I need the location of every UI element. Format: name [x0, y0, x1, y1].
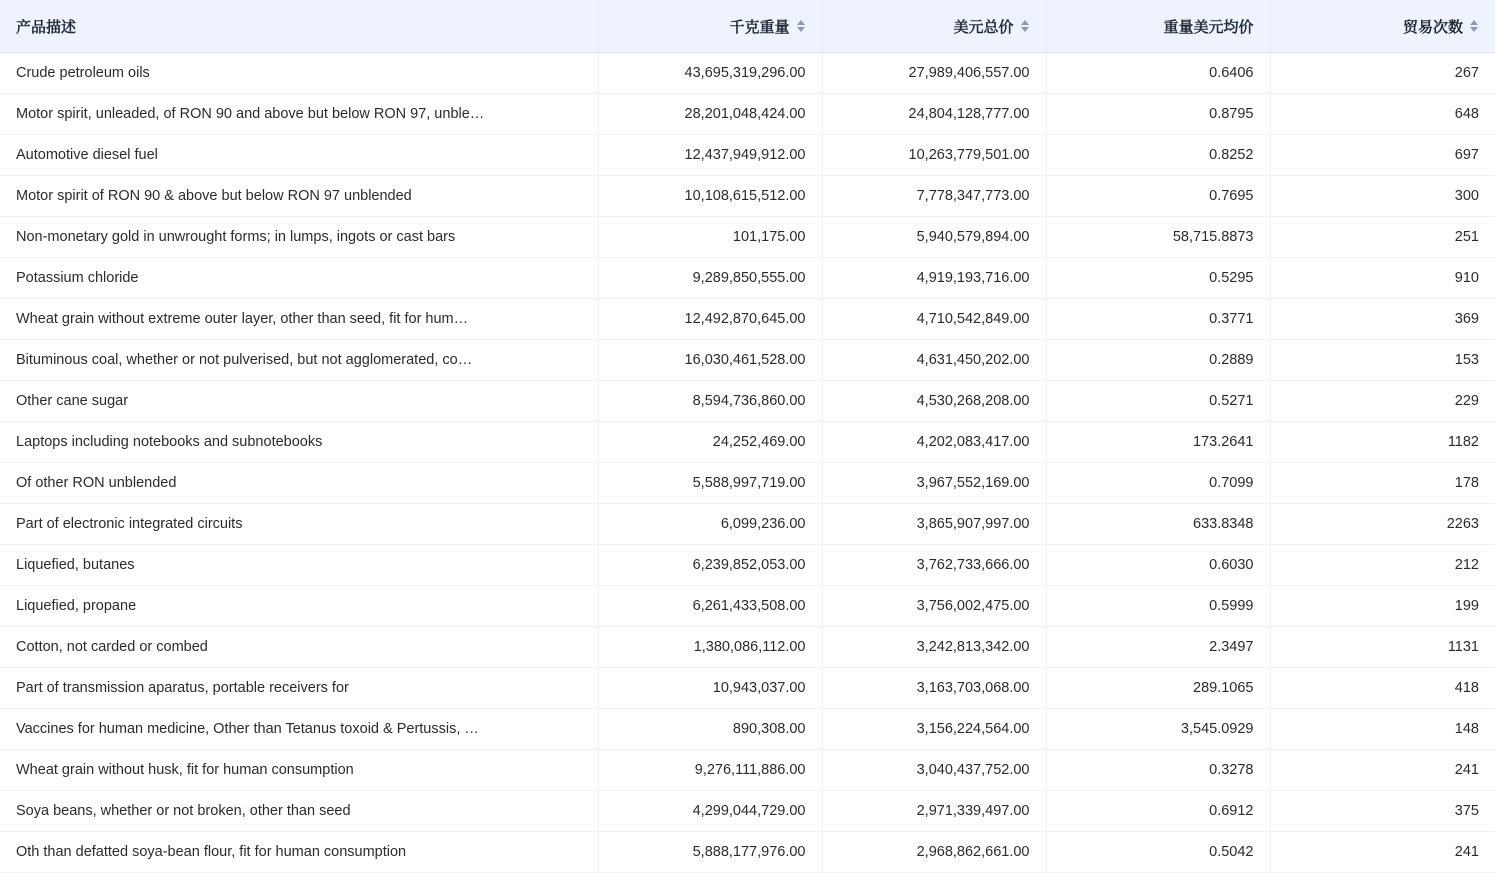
cell-weight-kg: 6,239,852,053.00 [598, 545, 822, 586]
cell-trade-count: 199 [1270, 586, 1495, 627]
table-row[interactable] [0, 422, 1495, 463]
cell-avg-usd-per-weight: 0.5295 [1046, 258, 1270, 299]
cell-trade-count: 418 [1270, 668, 1495, 709]
column-header-label: 美元总价 [953, 18, 1014, 36]
cell-product-description: Crude petroleum oils [0, 53, 598, 94]
cell-avg-usd-per-weight: 3,545.0929 [1046, 709, 1270, 750]
cell-trade-count: 369 [1270, 299, 1495, 340]
cell-product-description: Cotton, not carded or combed [0, 627, 598, 668]
cell-total-usd: 7,778,347,773.00 [822, 176, 1046, 217]
cell-trade-count: 300 [1270, 176, 1495, 217]
cell-weight-kg: 101,175.00 [598, 217, 822, 258]
cell-trade-count: 697 [1270, 135, 1495, 176]
cell-weight-kg: 43,695,319,296.00 [598, 53, 822, 94]
cell-avg-usd-per-weight: 0.8252 [1046, 135, 1270, 176]
cell-avg-usd-per-weight: 633.8348 [1046, 504, 1270, 545]
cell-trade-count: 2263 [1270, 504, 1495, 545]
cell-weight-kg: 5,888,177,976.00 [598, 832, 822, 873]
cell-total-usd: 5,940,579,894.00 [822, 217, 1046, 258]
cell-trade-count: 375 [1270, 791, 1495, 832]
cell-avg-usd-per-weight: 0.6912 [1046, 791, 1270, 832]
cell-weight-kg: 10,943,037.00 [598, 668, 822, 709]
table-row[interactable] [0, 545, 1495, 586]
cell-product-description: Wheat grain without husk, fit for human consumption [0, 750, 598, 791]
cell-total-usd: 3,242,813,342.00 [822, 627, 1046, 668]
cell-trade-count: 1182 [1270, 422, 1495, 463]
cell-product-description: Motor spirit of RON 90 & above but below RON 97 unblended [0, 176, 598, 217]
table-row[interactable] [0, 586, 1495, 627]
cell-total-usd: 4,631,450,202.00 [822, 340, 1046, 381]
table-row[interactable] [0, 381, 1495, 422]
cell-total-usd: 3,762,733,666.00 [822, 545, 1046, 586]
cell-avg-usd-per-weight: 0.2889 [1046, 340, 1270, 381]
cell-weight-kg: 6,261,433,508.00 [598, 586, 822, 627]
cell-weight-kg: 12,492,870,645.00 [598, 299, 822, 340]
cell-avg-usd-per-weight: 0.5999 [1046, 586, 1270, 627]
table-row[interactable] [0, 217, 1495, 258]
table-row[interactable] [0, 299, 1495, 340]
cell-trade-count: 148 [1270, 709, 1495, 750]
cell-total-usd: 3,163,703,068.00 [822, 668, 1046, 709]
cell-product-description: Soya beans, whether or not broken, other than seed [0, 791, 598, 832]
table-row[interactable] [0, 504, 1495, 545]
column-header-label: 千克重量 [729, 18, 790, 36]
cell-total-usd: 10,263,779,501.00 [822, 135, 1046, 176]
cell-total-usd: 3,040,437,752.00 [822, 750, 1046, 791]
column-header-label: 贸易次数 [1402, 18, 1463, 36]
cell-total-usd: 3,756,002,475.00 [822, 586, 1046, 627]
cell-trade-count: 241 [1270, 750, 1495, 791]
cell-weight-kg: 9,276,111,886.00 [598, 750, 822, 791]
table-row[interactable] [0, 135, 1495, 176]
cell-avg-usd-per-weight: 173.2641 [1046, 422, 1270, 463]
cell-total-usd: 2,971,339,497.00 [822, 791, 1046, 832]
cell-total-usd: 3,967,552,169.00 [822, 463, 1046, 504]
cell-product-description: Other cane sugar [0, 381, 598, 422]
table-row[interactable] [0, 709, 1495, 750]
cell-trade-count: 229 [1270, 381, 1495, 422]
cell-weight-kg: 9,289,850,555.00 [598, 258, 822, 299]
cell-avg-usd-per-weight: 0.3771 [1046, 299, 1270, 340]
cell-product-description: Oth than defatted soya-bean flour, fit for human consumption [0, 832, 598, 873]
table-body [0, 53, 1495, 873]
column-header-product-description[interactable] [0, 0, 598, 53]
cell-product-description: Motor spirit, unleaded, of RON 90 and above but below RON 97, unble… [0, 94, 598, 135]
cell-product-description: Part of electronic integrated circuits [0, 504, 598, 545]
cell-avg-usd-per-weight: 0.8795 [1046, 94, 1270, 135]
cell-avg-usd-per-weight: 289.1065 [1046, 668, 1270, 709]
table-row[interactable] [0, 627, 1495, 668]
cell-product-description: Wheat grain without extreme outer layer, other than seed, fit for hum… [0, 299, 598, 340]
table-row[interactable] [0, 340, 1495, 381]
cell-product-description: Potassium chloride [0, 258, 598, 299]
cell-trade-count: 648 [1270, 94, 1495, 135]
cell-avg-usd-per-weight: 2.3497 [1046, 627, 1270, 668]
cell-avg-usd-per-weight: 58,715.8873 [1046, 217, 1270, 258]
cell-total-usd: 4,710,542,849.00 [822, 299, 1046, 340]
cell-avg-usd-per-weight: 0.5271 [1046, 381, 1270, 422]
table-row[interactable] [0, 832, 1495, 873]
cell-weight-kg: 890,308.00 [598, 709, 822, 750]
cell-total-usd: 3,865,907,997.00 [822, 504, 1046, 545]
cell-trade-count: 251 [1270, 217, 1495, 258]
table-row[interactable] [0, 258, 1495, 299]
cell-avg-usd-per-weight: 0.6406 [1046, 53, 1270, 94]
table-row[interactable] [0, 176, 1495, 217]
cell-weight-kg: 16,030,461,528.00 [598, 340, 822, 381]
cell-weight-kg: 1,380,086,112.00 [598, 627, 822, 668]
cell-product-description: Of other RON unblended [0, 463, 598, 504]
cell-trade-count: 910 [1270, 258, 1495, 299]
cell-avg-usd-per-weight: 0.7099 [1046, 463, 1270, 504]
cell-total-usd: 27,989,406,557.00 [822, 53, 1046, 94]
cell-product-description: Liquefied, butanes [0, 545, 598, 586]
cell-product-description: Laptops including notebooks and subnotebooks [0, 422, 598, 463]
cell-weight-kg: 10,108,615,512.00 [598, 176, 822, 217]
column-header-label: 产品描述 [16, 18, 77, 36]
cell-avg-usd-per-weight: 0.6030 [1046, 545, 1270, 586]
cell-trade-count: 1131 [1270, 627, 1495, 668]
cell-trade-count: 178 [1270, 463, 1495, 504]
table-row[interactable] [0, 791, 1495, 832]
cell-total-usd: 2,968,862,661.00 [822, 832, 1046, 873]
column-header-avg-usd-per-weight[interactable] [1046, 0, 1270, 53]
cell-weight-kg: 5,588,997,719.00 [598, 463, 822, 504]
sort-updown-icon[interactable] [796, 18, 806, 34]
table-header [0, 0, 1495, 53]
column-header-weight-kg[interactable] [598, 0, 822, 53]
cell-weight-kg: 4,299,044,729.00 [598, 791, 822, 832]
cell-trade-count: 212 [1270, 545, 1495, 586]
cell-product-description: Part of transmission aparatus, portable receivers for [0, 668, 598, 709]
cell-product-description: Vaccines for human medicine, Other than Tetanus toxoid & Pertussis, … [0, 709, 598, 750]
cell-total-usd: 4,530,268,208.00 [822, 381, 1046, 422]
cell-weight-kg: 24,252,469.00 [598, 422, 822, 463]
cell-trade-count: 267 [1270, 53, 1495, 94]
sort-updown-icon[interactable] [1020, 18, 1030, 34]
cell-avg-usd-per-weight: 0.7695 [1046, 176, 1270, 217]
cell-weight-kg: 12,437,949,912.00 [598, 135, 822, 176]
cell-product-description: Automotive diesel fuel [0, 135, 598, 176]
column-header-trade-count[interactable] [1270, 0, 1495, 53]
cell-product-description: Liquefied, propane [0, 586, 598, 627]
table-row[interactable] [0, 53, 1495, 94]
cell-weight-kg: 8,594,736,860.00 [598, 381, 822, 422]
cell-weight-kg: 6,099,236.00 [598, 504, 822, 545]
column-header-label: 重量美元均价 [1163, 18, 1254, 36]
column-header-total-usd[interactable] [822, 0, 1046, 53]
cell-total-usd: 3,156,224,564.00 [822, 709, 1046, 750]
cell-total-usd: 4,202,083,417.00 [822, 422, 1046, 463]
cell-total-usd: 24,804,128,777.00 [822, 94, 1046, 135]
cell-avg-usd-per-weight: 0.5042 [1046, 832, 1270, 873]
cell-weight-kg: 28,201,048,424.00 [598, 94, 822, 135]
cell-trade-count: 241 [1270, 832, 1495, 873]
table-row[interactable] [0, 463, 1495, 504]
cell-avg-usd-per-weight: 0.3278 [1046, 750, 1270, 791]
cell-trade-count: 153 [1270, 340, 1495, 381]
cell-product-description: Non-monetary gold in unwrought forms; in lumps, ingots or cast bars [0, 217, 598, 258]
cell-total-usd: 4,919,193,716.00 [822, 258, 1046, 299]
table-header-row [0, 0, 1495, 53]
sort-updown-icon[interactable] [1469, 18, 1479, 34]
table-row[interactable] [0, 750, 1495, 791]
table-row[interactable] [0, 94, 1495, 135]
cell-product-description: Bituminous coal, whether or not pulverised, but not agglomerated, co… [0, 340, 598, 381]
table-row[interactable] [0, 668, 1495, 709]
